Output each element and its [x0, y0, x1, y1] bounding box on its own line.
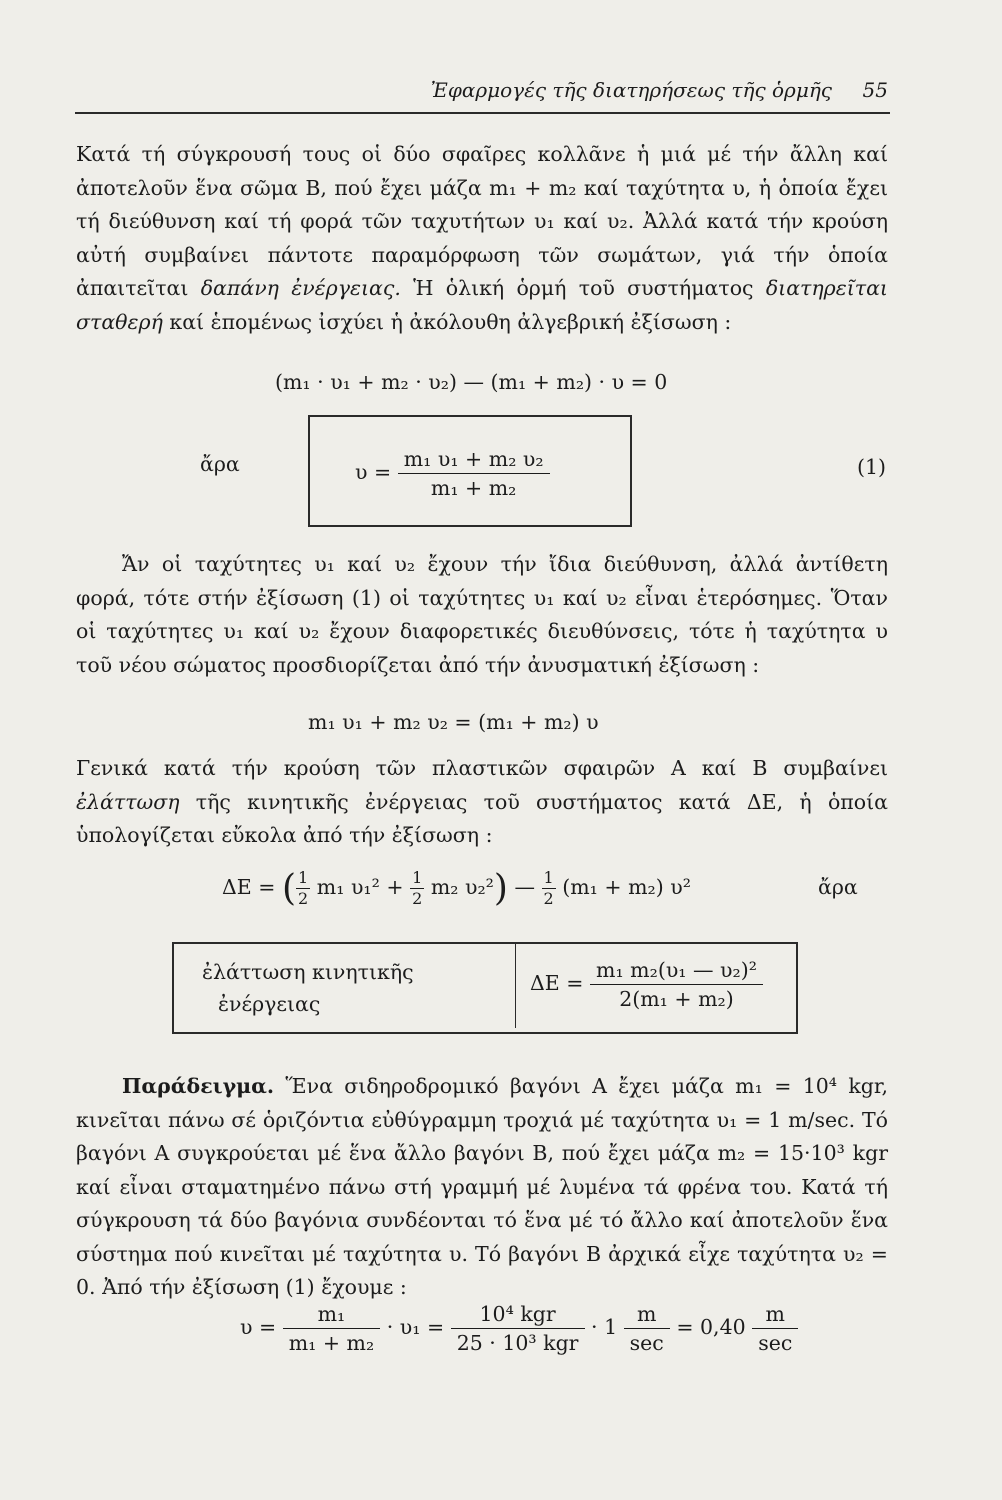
box2-numerator: m₁ m₂(υ₁ — υ₂)² [590, 956, 763, 985]
paragraph-1-end: καί ἑπομένως ἰσχύει ἡ ἀκόλουθη ἀλγεβρική ἐξίσωση : [162, 309, 732, 334]
final-fraction-4: $\frac{m}{\sec}$ [752, 1300, 798, 1357]
energy-term-3: (m₁ + m₂) υ² [562, 875, 691, 899]
paragraph-3-italic: ἐλάττωση [76, 789, 180, 814]
energy-term-1: m₁ υ₁² [316, 875, 380, 899]
running-header [75, 72, 890, 114]
paragraph-3-end: τῆς κινητικῆς ἐνέργειας τοῦ συστήματος κατά ΔΕ, ἡ ὁποία ὑπολογίζεται εὔκολα ἀπό τήν ἐξίσωση : [76, 789, 888, 847]
header-title: Ἐφαρμογές τῆς διατηρήσεως τῆς ὁρμῆς [430, 78, 832, 102]
paragraph-3-start: Γενικά κατά τήν κρούση τῶν πλαστικῶν σφαιρῶν Α καί Β συμβαίνει [76, 756, 888, 780]
box2-fraction [590, 956, 763, 1013]
momentum-equation: (m₁ · υ₁ + m₂ · υ₂) — (m₁ + m₂) · υ = 0 [275, 370, 668, 394]
half-fraction-3: $\frac{1}{2}$ [543, 868, 554, 908]
box1-lhs: υ = [355, 460, 392, 484]
paragraph-3 [76, 752, 888, 853]
box1-label: ἄρα [200, 452, 240, 476]
energy-equation: ΔΕ = ( $\frac{1}{2}$ m₁ υ₁² + $\frac{1}{2}$ m₂ υ₂²) — $\frac{1}{2}$ (m₁ + m₂) υ² [222, 868, 691, 909]
box1-formula [355, 445, 550, 502]
energy-lhs: ΔΕ = [222, 875, 276, 899]
page-number: 55 [862, 78, 888, 102]
box1-denominator: m₁ + m₂ [430, 476, 517, 500]
box2-denominator: 2(m₁ + m₂) [619, 987, 734, 1011]
ara-label: ἄρα [818, 875, 858, 899]
final-equation: υ = $\frac{\text{m₁}}{\text{m₁ + m₂}}$ · υ₁ = $\frac{\text{10⁴ kgr}}{\text{25 · 10³ kgr}}$ · 1 $\frac{m}{\sec}$ = 0,40 $\frac{m}{\sec}$ [240, 1300, 798, 1357]
box2-label: ἐλάττωση κινητικῆς ἐνέργειας [202, 960, 414, 1016]
example-paragraph [76, 1070, 888, 1305]
final-fraction-3: $\frac{m}{\sec}$ [624, 1300, 670, 1357]
energy-term-2: m₂ υ₂² [430, 875, 494, 899]
vector-equation: m₁ υ₁ + m₂ υ₂ = (m₁ + m₂) υ [308, 710, 599, 734]
final-fraction-2: $\frac{\text{10⁴ kgr}}{\text{25 · 10³ kgr}}$ [451, 1300, 585, 1357]
half-fraction-2: $\frac{1}{2}$ [412, 868, 423, 908]
paragraph-1-italic-1: δαπάνη ἐνέργειας. [200, 276, 401, 300]
box1-numerator: m₁ υ₁ + m₂ υ₂ [398, 445, 550, 474]
equation-number-1: (1) [857, 455, 887, 479]
box2-lhs: ΔΕ = [530, 971, 584, 995]
paragraph-1-italic-2: διατηρεῖται σταθερή [76, 276, 888, 334]
example-text: Ἕνα σιδηροδρομικό βαγόνι Α ἔχει μάζα m₁ = 10⁴ kgr, κινεῖται πάνω σέ ὁριζόντια εὐθύγραμμη τροχιά μέ ταχύτητα υ₁ = 1 m/sec. Τό βαγόνι Α συγκρούεται μέ ἕνα ἄλλο βαγόνι Β, πού ἔχει μάζα m₂ = 15·10³ kgr καί εἶναι σταματημένο πάνω στή γραμμή μέ λυμένα τά φρένα του. Κατά τή σύγκρουση τά δύο βαγόνια συνδέονται τό ἕνα μέ τό ἄλλο καί ἀποτελοῦν ἕνα σύστημα πού κινεῖται μέ ταχύτητα υ. Τό βαγόνι Β ἀρχικά εἶχε ταχύτητα υ₂ = 0. Ἀπό τήν ἐξίσωση (1) ἔχουμε : [76, 1074, 888, 1299]
half-fraction-1: $\frac{1}{2}$ [298, 868, 309, 908]
paragraph-1-text: Κατά τή σύγκρουσή τους οἱ δύο σφαῖρες κολλᾶνε ἡ μιά μέ τήν ἄλλη καί ἀποτελοῦν ἕνα σῶμα Β, πού ἔχει μάζα m₁ + m₂ καί ταχύτητα υ, ἡ ὁποία ἔχει τή διεύθυνση καί τή φορά τῶν ταχυτήτων υ₁ καί υ₂. Ἀλλά κατά τήν κρούση αὐτή συμβαίνει πάντοτε παραμόρφωση τῶν σωμάτων, γιά τήν ὁποία ἀπαιτεῖται [76, 142, 888, 300]
box2-divider [515, 944, 516, 1028]
paragraph-2: Ἄν οἱ ταχύτητες υ₁ καί υ₂ ἔχουν τήν ἴδια διεύθυνση, ἀλλά ἀντίθετη φορά, τότε στήν ἐξίσωση (1) οἱ ταχύτητες υ₁ καί υ₂ εἶναι ἑτερόσημες. Ὅταν οἱ ταχύτητες υ₁ καί υ₂ ἔχουν διαφορετικές διευθύνσεις, τότε ἡ ταχύτητα υ τοῦ νέου σώματος προσδιορίζεται ἀπό τήν ἀνυσματική ἐξίσωση : [76, 552, 888, 677]
box1-fraction [398, 445, 550, 502]
paragraph-1 [76, 138, 888, 339]
paragraph-1-mid: Ἡ ὁλική ὁρμή τοῦ συστήματος [400, 276, 754, 300]
box2-formula [530, 956, 763, 1013]
example-heading: Παράδειγμα. [122, 1074, 275, 1098]
final-fraction-1: $\frac{\text{m₁}}{\text{m₁ + m₂}}$ [283, 1300, 381, 1357]
